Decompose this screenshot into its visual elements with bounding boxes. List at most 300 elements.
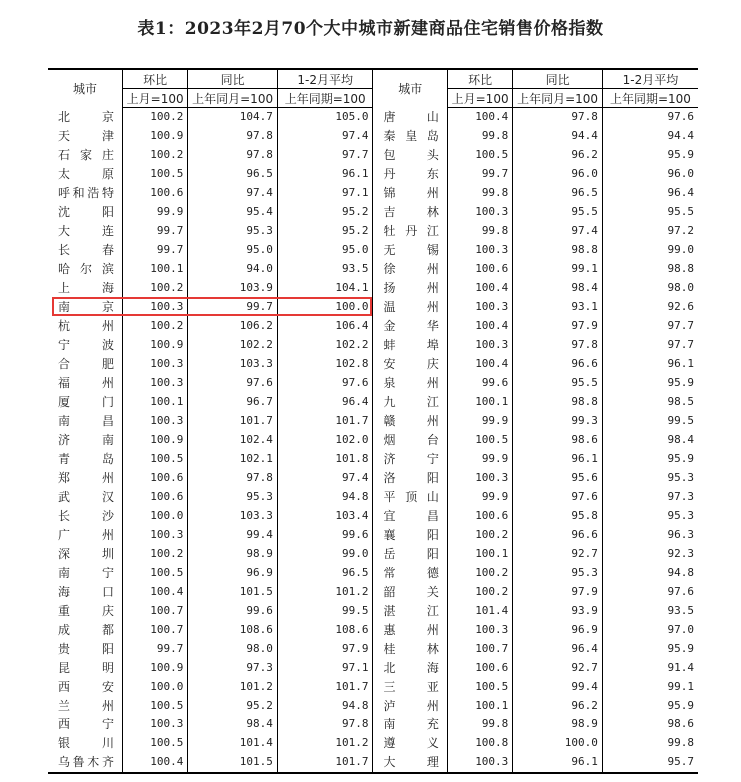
city-name-cell: 扬州 [373, 279, 447, 298]
avg-value-cell: 97.8 [277, 715, 373, 734]
mom-value-cell: 100.9 [122, 658, 187, 677]
header-mom-right: 环比 [447, 69, 512, 89]
avg-value-cell: 95.9 [602, 696, 698, 715]
yoy-value-cell: 101.5 [188, 753, 278, 773]
table-row [48, 620, 698, 639]
yoy-value-cell: 95.3 [513, 563, 603, 582]
city-name-cell: 常德 [373, 563, 447, 582]
city-name-cell: 宁波 [58, 338, 114, 353]
yoy-value-cell: 97.8 [513, 108, 603, 127]
table-row [48, 487, 698, 506]
avg-value-cell: 98.6 [602, 715, 698, 734]
mom-value-cell: 100.9 [122, 127, 187, 146]
table-body [48, 108, 698, 773]
table-row [48, 449, 698, 468]
yoy-value-cell: 98.4 [513, 279, 603, 298]
table-row [48, 336, 698, 355]
mom-value-cell: 100.3 [447, 241, 512, 260]
city-name-cell: 南宁 [58, 565, 114, 580]
yoy-value-cell: 94.0 [188, 260, 278, 279]
yoy-value-cell: 97.8 [513, 336, 603, 355]
yoy-value-cell: 97.6 [188, 374, 278, 393]
mom-value-cell: 100.1 [447, 393, 512, 412]
avg-value-cell: 98.0 [602, 279, 698, 298]
table-row [48, 658, 698, 677]
table-row [48, 279, 698, 298]
mom-value-cell: 100.2 [122, 317, 187, 336]
header-mom-base-left: 上月=100 [122, 89, 187, 108]
mom-value-cell: 100.3 [447, 298, 512, 317]
yoy-value-cell: 103.9 [188, 279, 278, 298]
avg-value-cell: 102.8 [277, 355, 373, 374]
mom-value-cell: 100.1 [447, 696, 512, 715]
avg-value-cell: 93.5 [602, 601, 698, 620]
yoy-value-cell: 95.8 [513, 506, 603, 525]
header-yoy-base-left: 上年同月=100 [188, 89, 278, 108]
yoy-value-cell: 95.0 [188, 241, 278, 260]
avg-value-cell: 99.0 [602, 241, 698, 260]
mom-value-cell: 100.3 [447, 753, 512, 773]
table-row [48, 146, 698, 165]
table-row [48, 696, 698, 715]
avg-value-cell: 97.6 [602, 582, 698, 601]
avg-value-cell: 96.0 [602, 165, 698, 184]
table-row [48, 355, 698, 374]
avg-value-cell: 96.5 [277, 563, 373, 582]
avg-value-cell: 95.9 [602, 639, 698, 658]
header-mom-left: 环比 [122, 69, 187, 89]
city-name-cell: 牡丹江 [373, 222, 447, 241]
table-row [48, 677, 698, 696]
mom-value-cell: 100.3 [122, 525, 187, 544]
table-row [48, 506, 698, 525]
yoy-value-cell: 95.6 [513, 468, 603, 487]
mom-value-cell: 100.2 [447, 582, 512, 601]
mom-value-cell: 99.7 [122, 222, 187, 241]
avg-value-cell: 104.1 [277, 279, 373, 298]
mom-value-cell: 100.6 [122, 184, 187, 203]
yoy-value-cell: 102.2 [188, 336, 278, 355]
price-index-table [48, 68, 698, 774]
city-name-cell: 长沙 [58, 508, 114, 523]
avg-value-cell: 99.0 [277, 544, 373, 563]
city-name-cell: 天津 [58, 129, 114, 144]
city-name-cell: 西安 [58, 679, 114, 694]
mom-value-cell: 100.7 [122, 601, 187, 620]
city-name-cell: 青岛 [58, 451, 114, 466]
avg-value-cell: 99.1 [602, 677, 698, 696]
header-yoy-base-right: 上年同月=100 [513, 89, 603, 108]
yoy-value-cell: 103.3 [188, 355, 278, 374]
yoy-value-cell: 101.4 [188, 734, 278, 753]
yoy-value-cell: 96.1 [513, 753, 603, 773]
city-name-cell: 金华 [373, 317, 447, 336]
yoy-value-cell: 97.8 [188, 127, 278, 146]
yoy-value-cell: 94.4 [513, 127, 603, 146]
avg-value-cell: 97.1 [277, 184, 373, 203]
city-name-cell: 北京 [58, 110, 114, 125]
city-name-cell: 济南 [58, 432, 114, 447]
table-row [48, 165, 698, 184]
yoy-value-cell: 96.9 [513, 620, 603, 639]
city-name-cell: 南京 [58, 300, 114, 315]
mom-value-cell: 100.6 [447, 658, 512, 677]
city-name-cell: 武汉 [58, 489, 114, 504]
mom-value-cell: 99.7 [122, 241, 187, 260]
avg-value-cell: 99.5 [602, 412, 698, 431]
yoy-value-cell: 108.6 [188, 620, 278, 639]
city-name-cell: 郑州 [58, 470, 114, 485]
mom-value-cell: 100.2 [122, 108, 187, 127]
yoy-value-cell: 97.6 [513, 487, 603, 506]
mom-value-cell: 99.6 [447, 374, 512, 393]
mom-value-cell: 100.1 [447, 544, 512, 563]
avg-value-cell: 94.8 [277, 487, 373, 506]
mom-value-cell: 100.8 [447, 734, 512, 753]
yoy-value-cell: 99.3 [513, 412, 603, 431]
mom-value-cell: 100.3 [122, 715, 187, 734]
avg-value-cell: 101.2 [277, 734, 373, 753]
yoy-value-cell: 96.1 [513, 449, 603, 468]
yoy-value-cell: 95.3 [188, 487, 278, 506]
mom-value-cell: 100.4 [447, 355, 512, 374]
city-name-cell: 安庆 [373, 355, 447, 374]
city-name-cell: 襄阳 [373, 525, 447, 544]
table-row [48, 241, 698, 260]
avg-value-cell: 97.4 [277, 127, 373, 146]
yoy-value-cell: 95.3 [188, 222, 278, 241]
mom-value-cell: 100.3 [447, 336, 512, 355]
mom-value-cell: 99.9 [447, 412, 512, 431]
avg-value-cell: 101.7 [277, 753, 373, 773]
yoy-value-cell: 99.6 [188, 601, 278, 620]
avg-value-cell: 94.4 [602, 127, 698, 146]
table-row [48, 127, 698, 146]
yoy-value-cell: 101.7 [188, 412, 278, 431]
yoy-value-cell: 98.4 [188, 715, 278, 734]
mom-value-cell: 100.9 [122, 336, 187, 355]
mom-value-cell: 100.5 [122, 449, 187, 468]
city-name-cell: 桂林 [373, 639, 447, 658]
yoy-value-cell: 102.4 [188, 430, 278, 449]
mom-value-cell: 100.4 [122, 753, 187, 773]
city-name-cell: 徐州 [373, 260, 447, 279]
city-name-cell: 贵阳 [58, 641, 114, 656]
avg-value-cell: 97.3 [602, 487, 698, 506]
mom-value-cell: 99.7 [447, 165, 512, 184]
avg-value-cell: 92.3 [602, 544, 698, 563]
yoy-value-cell: 102.1 [188, 449, 278, 468]
city-name-cell: 遵义 [373, 734, 447, 753]
yoy-value-cell: 100.0 [513, 734, 603, 753]
yoy-value-cell: 99.7 [188, 298, 278, 317]
table-row [48, 260, 698, 279]
avg-value-cell: 99.6 [277, 525, 373, 544]
table-row [48, 525, 698, 544]
avg-value-cell: 92.6 [602, 298, 698, 317]
table-row [48, 412, 698, 431]
city-name-cell: 海口 [58, 584, 114, 599]
table-row [48, 222, 698, 241]
yoy-value-cell: 95.5 [513, 203, 603, 222]
avg-value-cell: 98.4 [602, 430, 698, 449]
avg-value-cell: 108.6 [277, 620, 373, 639]
yoy-value-cell: 97.9 [513, 317, 603, 336]
mom-value-cell: 99.8 [447, 127, 512, 146]
yoy-value-cell: 96.2 [513, 146, 603, 165]
table-row [48, 108, 698, 127]
yoy-value-cell: 95.2 [188, 696, 278, 715]
table-row [48, 374, 698, 393]
mom-value-cell: 100.1 [122, 260, 187, 279]
mom-value-cell: 100.2 [122, 544, 187, 563]
mom-value-cell: 100.5 [447, 146, 512, 165]
yoy-value-cell: 98.9 [513, 715, 603, 734]
yoy-value-cell: 92.7 [513, 658, 603, 677]
mom-value-cell: 100.5 [122, 734, 187, 753]
avg-value-cell: 97.7 [277, 146, 373, 165]
yoy-value-cell: 96.6 [513, 355, 603, 374]
city-name-cell: 蚌埠 [373, 336, 447, 355]
avg-value-cell: 102.2 [277, 336, 373, 355]
city-name-cell: 大连 [58, 224, 114, 239]
city-name-cell: 银川 [58, 736, 114, 751]
avg-value-cell: 91.4 [602, 658, 698, 677]
city-name-cell: 成都 [58, 622, 114, 637]
avg-value-cell: 96.4 [602, 184, 698, 203]
yoy-value-cell: 96.9 [188, 563, 278, 582]
avg-value-cell: 97.4 [277, 468, 373, 487]
table-row [48, 317, 698, 336]
city-name-cell: 唐山 [373, 108, 447, 127]
city-name-cell: 长春 [58, 243, 114, 258]
city-name-cell: 三亚 [373, 677, 447, 696]
city-name-cell: 平顶山 [373, 487, 447, 506]
mom-value-cell: 100.3 [122, 412, 187, 431]
yoy-value-cell: 101.5 [188, 582, 278, 601]
avg-value-cell: 96.3 [602, 525, 698, 544]
city-name-cell: 石家庄 [58, 148, 114, 163]
avg-value-cell: 97.9 [277, 639, 373, 658]
city-name-cell: 赣州 [373, 412, 447, 431]
avg-value-cell: 97.1 [277, 658, 373, 677]
mom-value-cell: 100.3 [447, 203, 512, 222]
mom-value-cell: 99.7 [122, 639, 187, 658]
avg-value-cell: 97.2 [602, 222, 698, 241]
city-name-cell: 锦州 [373, 184, 447, 203]
header-mom-base-right: 上月=100 [447, 89, 512, 108]
yoy-value-cell: 97.4 [188, 184, 278, 203]
avg-value-cell: 101.2 [277, 582, 373, 601]
mom-value-cell: 100.4 [447, 317, 512, 336]
avg-value-cell: 95.9 [602, 374, 698, 393]
yoy-value-cell: 98.8 [513, 241, 603, 260]
avg-value-cell: 95.3 [602, 468, 698, 487]
city-name-cell: 昆明 [58, 660, 114, 675]
table-row [48, 430, 698, 449]
city-name-cell: 惠州 [373, 620, 447, 639]
mom-value-cell: 100.3 [447, 620, 512, 639]
city-name-cell: 合肥 [58, 357, 114, 372]
header-city-right: 城市 [373, 69, 447, 108]
mom-value-cell: 100.3 [122, 355, 187, 374]
city-name-cell: 秦皇岛 [373, 127, 447, 146]
yoy-value-cell: 96.5 [188, 165, 278, 184]
avg-value-cell: 97.6 [277, 374, 373, 393]
yoy-value-cell: 96.0 [513, 165, 603, 184]
avg-value-cell: 98.8 [602, 260, 698, 279]
mom-value-cell: 100.6 [122, 487, 187, 506]
city-name-cell: 上海 [58, 281, 114, 296]
city-name-cell: 杭州 [58, 319, 114, 334]
city-name-cell: 乌鲁木齐 [48, 753, 122, 773]
table-row [48, 601, 698, 620]
avg-value-cell: 97.7 [602, 336, 698, 355]
mom-value-cell: 100.4 [447, 108, 512, 127]
table-row [48, 563, 698, 582]
header-avg-right: 1-2月平均 [602, 69, 698, 89]
yoy-value-cell: 104.7 [188, 108, 278, 127]
yoy-value-cell: 99.1 [513, 260, 603, 279]
mom-value-cell: 100.7 [447, 639, 512, 658]
city-name-cell: 泸州 [373, 696, 447, 715]
avg-value-cell: 95.7 [602, 753, 698, 773]
yoy-value-cell: 92.7 [513, 544, 603, 563]
yoy-value-cell: 95.4 [188, 203, 278, 222]
mom-value-cell: 99.8 [447, 184, 512, 203]
mom-value-cell: 100.7 [122, 620, 187, 639]
table-row [48, 203, 698, 222]
city-name-cell: 韶关 [373, 582, 447, 601]
mom-value-cell: 100.5 [122, 696, 187, 715]
table-row [48, 544, 698, 563]
mom-value-cell: 99.9 [122, 203, 187, 222]
mom-value-cell: 100.5 [122, 563, 187, 582]
avg-value-cell: 94.8 [602, 563, 698, 582]
yoy-value-cell: 96.7 [188, 393, 278, 412]
city-name-cell: 呼和浩特 [58, 186, 114, 201]
yoy-value-cell: 95.5 [513, 374, 603, 393]
yoy-value-cell: 106.2 [188, 317, 278, 336]
header-city-left: 城市 [48, 69, 122, 108]
yoy-value-cell: 103.3 [188, 506, 278, 525]
table-title: 表1：2023年2月70个大中城市新建商品住宅销售价格指数 [137, 19, 604, 39]
city-name-cell: 洛阳 [373, 468, 447, 487]
mom-value-cell: 100.3 [447, 468, 512, 487]
mom-value-cell: 100.5 [122, 165, 187, 184]
yoy-value-cell: 99.4 [188, 525, 278, 544]
city-name-cell: 福州 [58, 376, 114, 391]
mom-value-cell: 100.5 [447, 430, 512, 449]
mom-value-cell: 99.8 [447, 715, 512, 734]
avg-value-cell: 103.4 [277, 506, 373, 525]
yoy-value-cell: 98.0 [188, 639, 278, 658]
yoy-value-cell: 96.2 [513, 696, 603, 715]
city-name-cell: 丹东 [373, 165, 447, 184]
mom-value-cell: 100.2 [447, 525, 512, 544]
city-name-cell: 西宁 [58, 717, 114, 732]
mom-value-cell: 100.0 [122, 677, 187, 696]
city-name-cell: 宜昌 [373, 506, 447, 525]
mom-value-cell: 101.4 [447, 601, 512, 620]
mom-value-cell: 100.2 [122, 146, 187, 165]
city-name-cell: 深圳 [58, 546, 114, 561]
mom-value-cell: 100.2 [447, 563, 512, 582]
avg-value-cell: 101.7 [277, 412, 373, 431]
city-name-cell: 兰州 [58, 698, 114, 713]
city-name-cell: 九江 [373, 393, 447, 412]
city-name-cell: 吉林 [373, 203, 447, 222]
mom-value-cell: 99.9 [447, 487, 512, 506]
avg-value-cell: 101.8 [277, 449, 373, 468]
mom-value-cell: 100.5 [447, 677, 512, 696]
table-row [48, 298, 698, 317]
avg-value-cell: 106.4 [277, 317, 373, 336]
city-name-cell: 厦门 [58, 395, 114, 410]
city-name-cell: 南昌 [58, 413, 114, 428]
yoy-value-cell: 96.4 [513, 639, 603, 658]
mom-value-cell: 100.6 [447, 506, 512, 525]
avg-value-cell: 94.8 [277, 696, 373, 715]
avg-value-cell: 95.2 [277, 203, 373, 222]
avg-value-cell: 95.5 [602, 203, 698, 222]
mom-value-cell: 100.3 [122, 298, 187, 317]
avg-value-cell: 97.7 [602, 317, 698, 336]
header-avg-left: 1-2月平均 [277, 69, 373, 89]
city-name-cell: 沈阳 [58, 205, 114, 220]
yoy-value-cell: 93.1 [513, 298, 603, 317]
table-row [48, 639, 698, 658]
city-name-cell: 温州 [373, 298, 447, 317]
avg-value-cell: 99.8 [602, 734, 698, 753]
avg-value-cell: 97.0 [602, 620, 698, 639]
mom-value-cell: 100.4 [122, 582, 187, 601]
city-name-cell: 哈尔滨 [58, 262, 114, 277]
table-row [48, 715, 698, 734]
yoy-value-cell: 97.3 [188, 658, 278, 677]
city-name-cell: 岳阳 [373, 544, 447, 563]
avg-value-cell: 96.1 [277, 165, 373, 184]
avg-value-cell: 95.0 [277, 241, 373, 260]
yoy-value-cell: 96.5 [513, 184, 603, 203]
avg-value-cell: 102.0 [277, 430, 373, 449]
table-row [48, 734, 698, 753]
avg-value-cell: 95.9 [602, 449, 698, 468]
header-avg-base-left: 上年同期=100 [277, 89, 373, 108]
city-name-cell: 泉州 [373, 374, 447, 393]
table-row [48, 582, 698, 601]
mom-value-cell: 100.6 [122, 468, 187, 487]
yoy-value-cell: 96.6 [513, 525, 603, 544]
avg-value-cell: 105.0 [277, 108, 373, 127]
yoy-value-cell: 97.8 [188, 146, 278, 165]
avg-value-cell: 97.6 [602, 108, 698, 127]
yoy-value-cell: 98.8 [513, 393, 603, 412]
table-row [48, 468, 698, 487]
avg-value-cell: 95.3 [602, 506, 698, 525]
mom-value-cell: 99.9 [447, 449, 512, 468]
yoy-value-cell: 97.8 [188, 468, 278, 487]
city-name-cell: 无锡 [373, 241, 447, 260]
city-name-cell: 广州 [58, 527, 114, 542]
avg-value-cell: 98.5 [602, 393, 698, 412]
mom-value-cell: 100.3 [122, 374, 187, 393]
yoy-value-cell: 97.9 [513, 582, 603, 601]
header-yoy-right: 同比 [513, 69, 603, 89]
header-avg-base-right: 上年同期=100 [602, 89, 698, 108]
city-name-cell: 大理 [373, 753, 447, 773]
yoy-value-cell: 101.2 [188, 677, 278, 696]
